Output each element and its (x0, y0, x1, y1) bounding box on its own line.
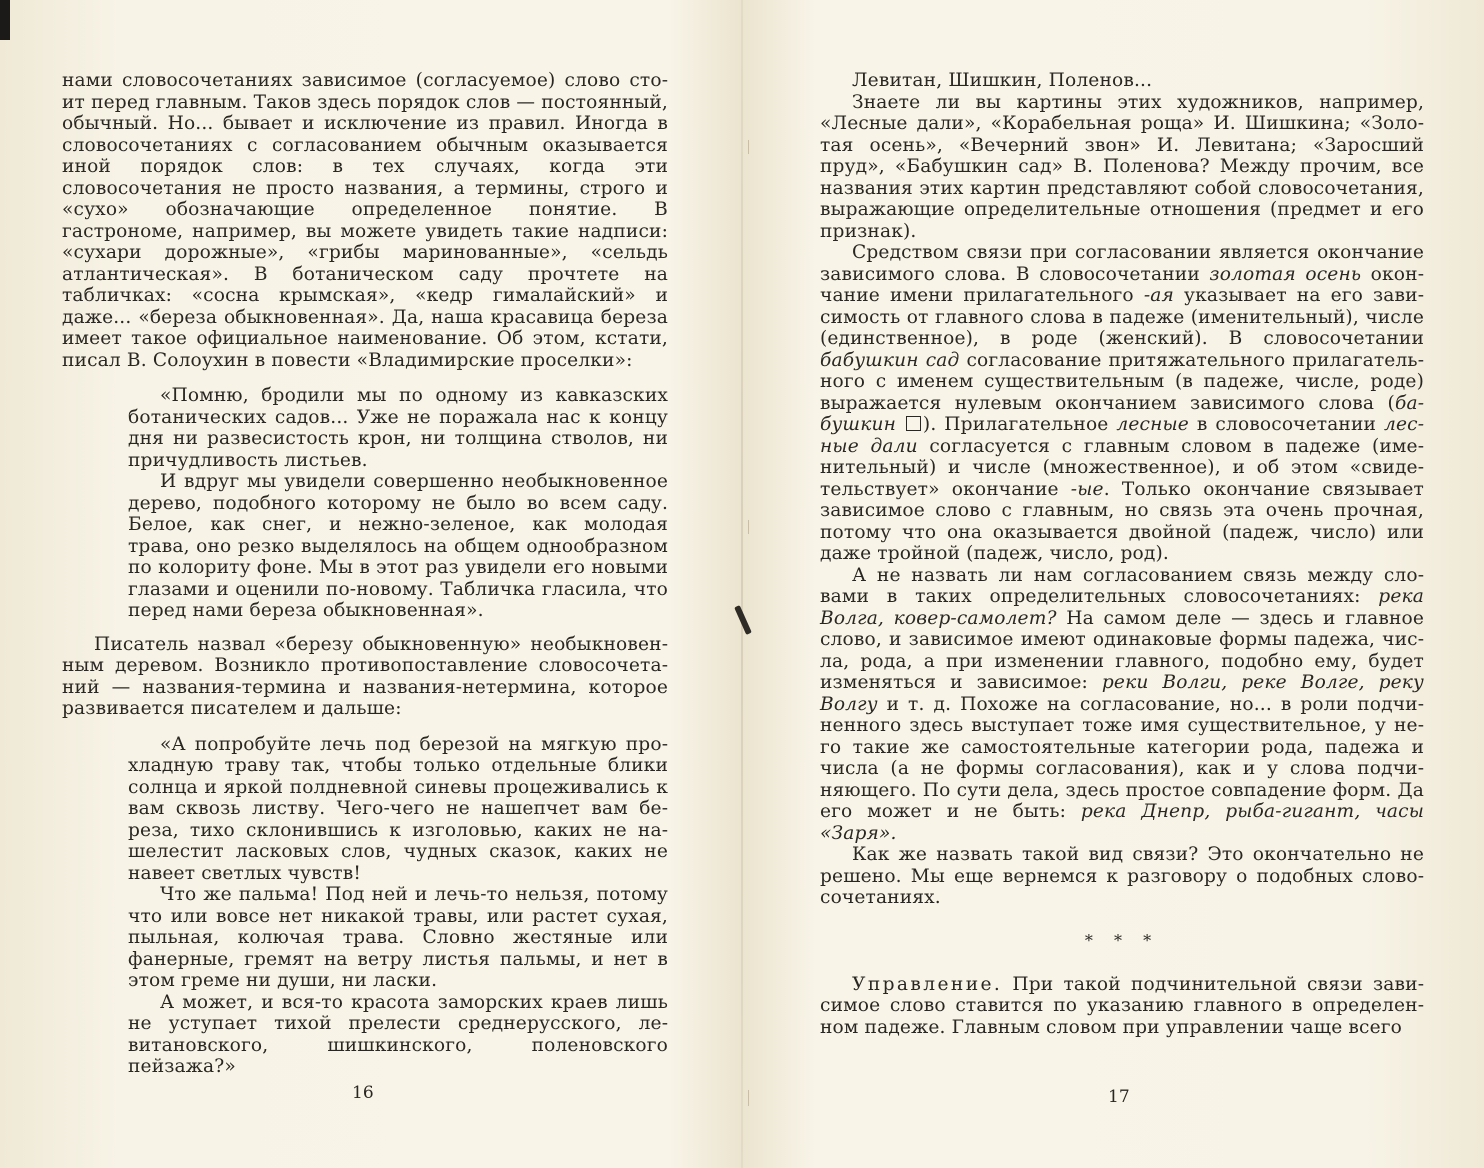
left-paragraph-1: нами словосочетаниях зависимое (согласуемое) слово стоит перед главным. Таков здесь порядок слов — постоянный, обычный. Но... бывает и исключение из правил. Иногда в словосочетаниях с согласованием обычным оказывается иной порядок слов: в тех случаях, когда эти словосочетания не просто названия, а термины, строго и «сухо» обозначающие определенное понятие. В гастрономе, например, вы можете увидеть такие надписи: «сухари дорожные», «грибы маринованные», «сельдь атлантическая». В ботаническом саду прочтете на табличках: «сосна крымская», «кедр гималайский» и даже... «береза обыкновенная». Да, наша красавица береза имеет такое официальное наименование. Об этом, кстати, писал В. Солоухин в повести «Владимирские проселки»: (62, 70, 668, 371)
gutter-mark (748, 140, 749, 154)
quote-2-paragraph-2: Что же пальма! Под ней и лечь-то нельзя, потому что или вовсе нет никакой травы, или растет сухая, пыльная, колючая трава. Словно жестяные или фанерные, гремят на ветру листья пальмы, и нет в этом греме ни души, ни ласки. (128, 884, 668, 991)
left-paragraph-2: Писатель назвал «березу обыкновенную» необыкновенным деревом. Возникло противопоставление словосочетаний — названия-термина и названия-нетермина, которое развивается писателем и дальше: (62, 633, 668, 719)
gutter-mark (748, 1090, 749, 1106)
section-divider-stars: * * * (1084, 930, 1160, 950)
right-page (820, 70, 1424, 1140)
right-paragraph-1: Знаете ли вы картины этих художников, например, «Лесные дали», «Корабельная роща» И. Шишкина; «Золотая осень», «Вечерний звон» И. Левитана; «Заросший пруд», «Бабушкин сад» В. Поленова? Между прочим, все названия этих картин представляют собой словосочетания, выражающие определительные отношения (предмет и его признак). (820, 91, 1424, 242)
quote-2-paragraph-3: А может, и вся-то красота заморских краев лишь не уступает тихой прелести среднерусского, левитановского, шишкинского, поленовского пейзажа?» (128, 991, 668, 1077)
quote-1-paragraph-2: И вдруг мы увидели совершенно необыкновенное дерево, подобного которому не было во всем саду. Белое, как снег, и нежно-зеленое, как молодая трава, оно резко выделялось на общем однообразном по колориту фоне. Мы в этот раз увидели его новыми глазами и оценили по-новому. Табличка гласила, что перед нами береза обыкновенная». (128, 471, 668, 621)
scan-edge-mark (0, 0, 10, 40)
right-paragraph-2: Средством связи при согласовании является окончание зависимого слова. В словосочетании золотая осень окончание имени прилагательного -ая указывает на его зависимость от главного слова в падеже (именительный), числе (единственное), в роде (женский). В словосочетании бабушкин сад согласование притяжательного прилагательного с именем существительным (в падеже, числе, роде) выражается нулевым окончанием зависимого слова (бабушкин ). Прилагательное лесные в словосочетании лесные дали согласуется с главным словом в падеже (именительный) и числе (множественное), и об этом «свидетельствует» окончание -ые. Только окончание связывает зависимое слово с главным, но связь эта очень прочная, потому что она оказывается двойной (падеж, число) или даже тройной (падеж, число, род). (820, 242, 1424, 564)
quote-2-paragraph-1: «А попробуйте лечь под березой на мягкую прохладную траву так, чтобы только отдельные блики солнца и яркой полдневной синевы процеживались к вам сквозь листву. Чего-чего не нашепчет вам береза, тихо склонившись к изголовью, каких не нашелестит ласковых слов, чудных сказок, каких не навеет светлых чувств! (128, 733, 668, 884)
term-upravlenie: Управление. (852, 973, 1003, 995)
right-paragraph-4: Как же назвать такой вид связи? Это окончательно не решено. Мы еще вернемся к разговору о подобных словосочетаниях. (820, 844, 1424, 908)
null-ending-box-icon (906, 416, 921, 431)
right-line-1: Левитан, Шишкин, Поленов... (852, 70, 1153, 91)
page-number-left: 16 (352, 1083, 374, 1103)
left-page (62, 70, 668, 1140)
scan-speck (734, 605, 752, 635)
left-quote-2 (128, 734, 668, 1078)
page-number-right: 17 (1108, 1087, 1130, 1107)
book-gutter (741, 0, 743, 1168)
gutter-mark (748, 520, 749, 534)
quote-1-paragraph-1: «Помню, бродили мы по одному из кавказских ботанических садов... Уже не поражала нас к концу дня ни развесистость крон, ни толщина стволов, ни причудливость листьев. (128, 385, 668, 471)
right-paragraph-3: А не назвать ли нам согласованием связь между словами в таких определительных словосочетаниях: река Волга, ковер-самолет? На самом деле — здесь и главное слово, и зависимое имеют одинаковые формы падежа, числа, рода, а при изменении главного, подобно ему, будет изменяться и зависимое: реки Волги, реке Волге, реку Волгу и т. д. Похоже на согласование, но... в роли подчиненного здесь выступает тоже имя существительное, у него такие же самостоятельные категории рода, падежа и числа (а не формы согласования), как и у слова подчиняющего. По сути дела, здесь простое совпадение форм. Да его может и не быть: река Днепр, рыба-гигант, часы «Заря». (820, 564, 1425, 844)
left-quote-1 (128, 385, 668, 622)
right-paragraph-5: Управление. При такой подчинительной связи зависимое слово ставится по указанию главного в определенном падеже. Главным словом при управлении чаще всего (820, 973, 1424, 1038)
